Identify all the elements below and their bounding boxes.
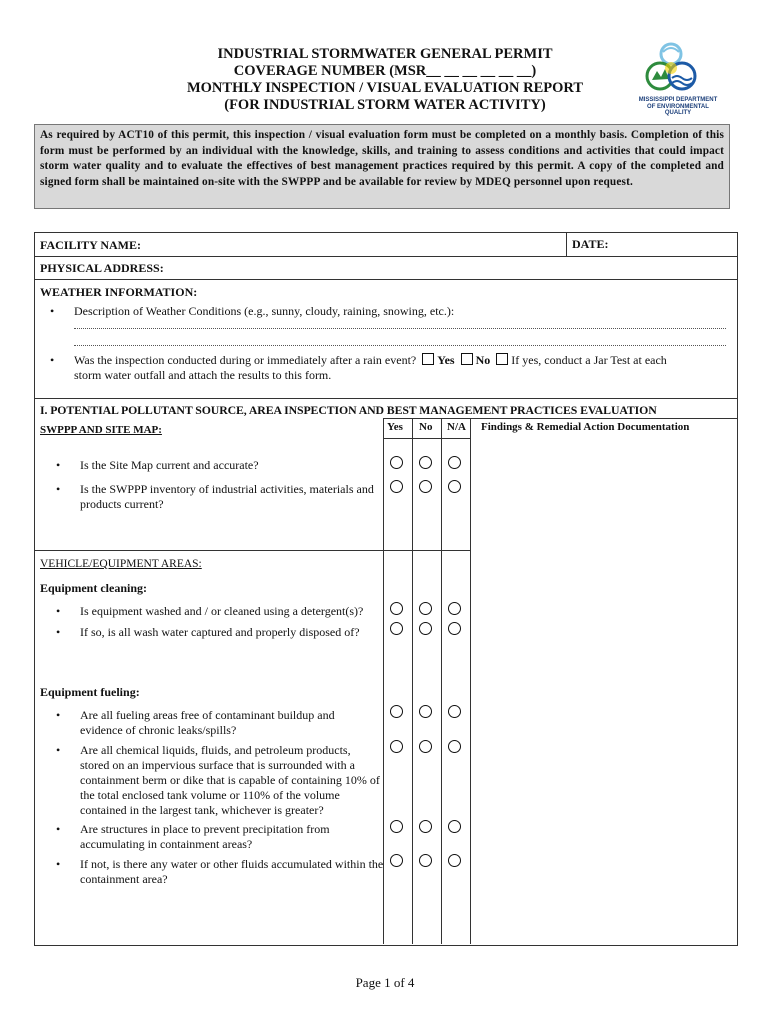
col-na: N/A [447, 421, 466, 433]
logo-caption: MISSISSIPPI DEPARTMENT OF ENVIRONMENTAL QUALITY [638, 97, 718, 116]
question-site-map: • Is the Site Map current and accurate? [80, 458, 259, 472]
q6-no-radio[interactable] [419, 740, 432, 753]
question-fueling-areas: • Are all fueling areas free of contaminant buildup and evidence of chronic leaks/spills? [80, 708, 335, 737]
divider [34, 256, 737, 257]
facility-name-label: FACILITY NAME: [40, 238, 141, 252]
jar-test-checkbox[interactable] [496, 353, 508, 365]
title-line-1: INDUSTRIAL STORMWATER GENERAL PERMIT [217, 46, 553, 62]
weather-line-1[interactable] [74, 328, 726, 329]
title-line-4: (FOR INDUSTRIAL STORM WATER ACTIVITY) [224, 97, 546, 113]
divider [383, 418, 737, 419]
q8-yes-radio[interactable] [390, 854, 403, 867]
q1-yes-radio[interactable] [390, 456, 403, 469]
question-wash-water: • If so, is all wash water captured and properly disposed of? [80, 625, 360, 639]
question-chemical-storage: • Are all chemical liquids, fluids, and petroleum products, stored on an impervious surface that is surrounded with a containment berm or dike that is capable of containing 10% of the total enclosed tank volume or 110% of the volume contained in the largest tank, whichever is greater? [80, 743, 380, 817]
weather-line-2[interactable] [74, 345, 726, 346]
q2-yes-radio[interactable] [390, 480, 403, 493]
facility-name-field[interactable] [166, 238, 562, 254]
divider [34, 550, 471, 551]
question-detergent: • Is equipment washed and / or cleaned using a detergent(s)? [80, 604, 363, 618]
divider [441, 418, 442, 944]
divider [383, 438, 471, 439]
q1-na-radio[interactable] [448, 456, 461, 469]
q4-yes-radio[interactable] [390, 622, 403, 635]
physical-address-label: PHYSICAL ADDRESS: [40, 261, 164, 275]
question-accumulated-fluids: • If not, is there any water or other fluids accumulated within the containment area? [80, 857, 383, 886]
q7-no-radio[interactable] [419, 820, 432, 833]
weather-heading: WEATHER INFORMATION: [40, 285, 198, 299]
q5-yes-radio[interactable] [390, 705, 403, 718]
q6-na-radio[interactable] [448, 740, 461, 753]
q2-na-radio[interactable] [448, 480, 461, 493]
divider [34, 279, 737, 280]
q5-no-radio[interactable] [419, 705, 432, 718]
equipment-cleaning-heading: Equipment cleaning: [40, 581, 148, 595]
rain-question-end: storm water outfall and attach the results to this form. [74, 368, 332, 382]
rain-yes-checkbox[interactable] [422, 353, 434, 365]
date-label: DATE: [572, 237, 609, 251]
question-swppp-inventory: • Is the SWPPP inventory of industrial activities, materials and products current? [80, 482, 374, 511]
swppp-site-map-heading: SWPPP AND SITE MAP: [40, 424, 162, 436]
q3-no-radio[interactable] [419, 602, 432, 615]
rain-question-cont: If yes, conduct a Jar Test at each [511, 353, 667, 367]
form-title [150, 46, 620, 114]
q3-yes-radio[interactable] [390, 602, 403, 615]
q7-yes-radio[interactable] [390, 820, 403, 833]
weather-description: • Description of Weather Conditions (e.g., sunny, cloudy, raining, snowing, etc.): [74, 304, 454, 318]
col-no: No [419, 421, 433, 433]
rain-no-label: No [475, 353, 491, 367]
divider [566, 232, 567, 256]
q4-no-radio[interactable] [419, 622, 432, 635]
q6-yes-radio[interactable] [390, 740, 403, 753]
q8-no-radio[interactable] [419, 854, 432, 867]
title-line-3: MONTHLY INSPECTION / VISUAL EVALUATION REPORT [186, 80, 584, 96]
divider [470, 418, 471, 944]
q1-no-radio[interactable] [419, 456, 432, 469]
q3-na-radio[interactable] [448, 602, 461, 615]
title-line-2: COVERAGE NUMBER (MSR__ __ __ __ __ __) [233, 63, 537, 79]
question-precipitation-structures: • Are structures in place to prevent precipitation from accumulating in containment areas? [80, 822, 330, 851]
date-field[interactable] [616, 237, 732, 253]
page-number: Page 1 of 4 [355, 975, 415, 990]
q5-na-radio[interactable] [448, 705, 461, 718]
rain-no-checkbox[interactable] [461, 353, 473, 365]
section-1-heading: I. POTENTIAL POLLUTANT SOURCE, AREA INSPECTION AND BEST MANAGEMENT PRACTICES EVALUATION [40, 403, 657, 417]
q2-no-radio[interactable] [419, 480, 432, 493]
col-yes: Yes [387, 421, 403, 433]
rain-question: • Was the inspection conducted during or immediately after a rain event? [74, 353, 416, 367]
divider [34, 398, 737, 399]
physical-address-field[interactable] [174, 261, 730, 277]
q8-na-radio[interactable] [448, 854, 461, 867]
intro-text: As required by ACT10 of this permit, this inspection / visual evaluation form must be completed on a monthly basis. Completion of this form must be performed by an individual with the knowledge, skills, and training to assess conditions and activities that could impact storm water quality and to evaluate the effectives of best management practices required by this permit. A copy of the completed and signed form shall be maintained on-site with the SWPPP and be available for review by MDEQ personnel upon request. [34, 124, 730, 209]
divider [412, 418, 413, 944]
vehicle-equipment-heading: VEHICLE/EQUIPMENT AREAS: [40, 558, 202, 570]
equipment-fueling-heading: Equipment fueling: [40, 685, 140, 699]
rain-yes-label: Yes [437, 353, 455, 367]
col-findings: Findings & Remedial Action Documentation [481, 421, 690, 433]
q7-na-radio[interactable] [448, 820, 461, 833]
findings-field[interactable] [476, 442, 732, 940]
q4-na-radio[interactable] [448, 622, 461, 635]
